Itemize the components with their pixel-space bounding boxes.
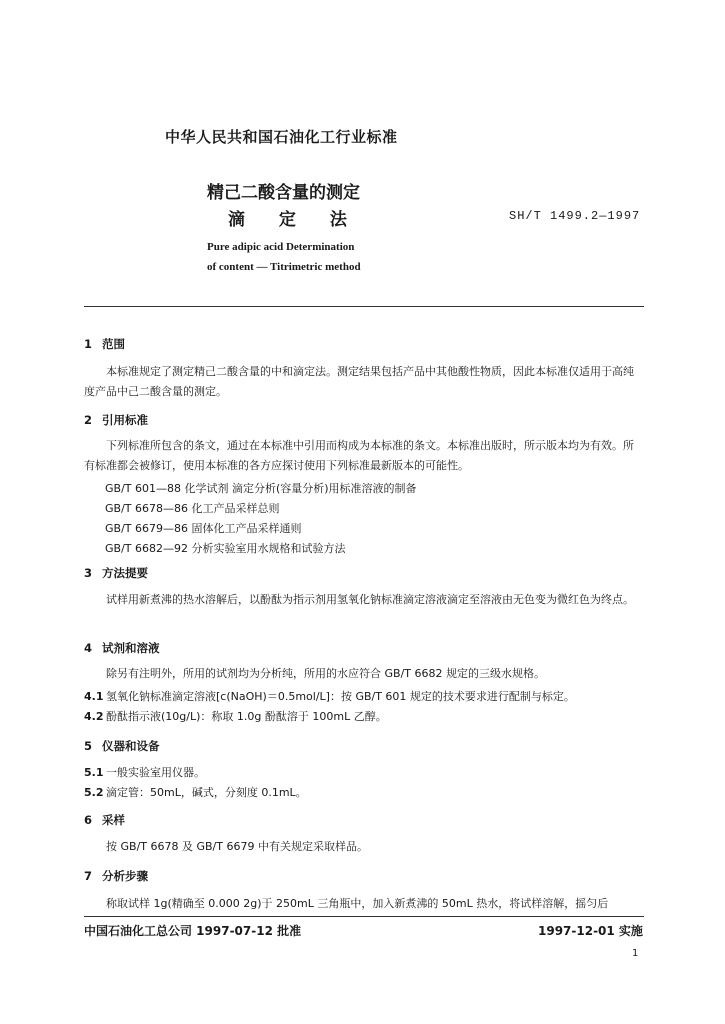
title-english-line2: of content — Titrimetric method <box>207 261 361 273</box>
section-2-heading: 2 引用标准 <box>84 413 148 427</box>
section-1-heading: 1 范围 <box>84 337 125 351</box>
section-4-heading: 4 试剂和溶液 <box>84 641 160 655</box>
header-divider <box>84 306 644 307</box>
section-7-heading: 7 分析步骤 <box>84 869 148 883</box>
issuing-body: 中华人民共和国石油化工行业标准 <box>165 128 398 146</box>
clause-5-1: 5.1 一般实验室用仪器。 <box>84 766 205 779</box>
clause-4-2: 4.2 酚酞指示液(10g/L)：称取 1.0g 酚酞溶于 100mL 乙醇。 <box>84 710 387 723</box>
reference-item: GB/T 6679—86 固体化工产品采样通则 <box>105 522 302 535</box>
reference-item: GB/T 6678—86 化工产品采样总则 <box>105 502 280 515</box>
reference-item: GB/T 601—88 化学试剂 滴定分析(容量分析)用标准溶液的制备 <box>105 482 417 495</box>
footer-divider <box>84 916 644 917</box>
section-6-text: 按 GB/T 6678 及 GB/T 6679 中有关规定采取样品。 <box>106 840 368 853</box>
clause-4-1: 4.1 氢氧化钠标准滴定溶液[c(NaOH)＝0.5mol/L]：按 GB/T 601 规定的技术要求进行配制与标定。 <box>84 690 575 703</box>
clause-5-2: 5.2 滴定管：50mL，碱式，分刻度 0.1mL。 <box>84 786 307 799</box>
section-3-heading: 3 方法提要 <box>84 566 148 580</box>
section-2-text: 下列标准所包含的条文，通过在本标准中引用而构成为本标准的条文。本标准出版时，所示版本均为有效。所有标准都会被修订，使用本标准的各方应探讨使用下列标准最新版本的可能性。 <box>84 439 634 472</box>
reference-item: GB/T 6682—92 分析实验室用水规格和试验方法 <box>105 542 346 555</box>
section-5-heading: 5 仪器和设备 <box>84 739 160 753</box>
title-english-line1: Pure adipic acid Determination <box>207 241 355 253</box>
approval-line: 中国石油化工总公司 1997-07-12 批准 <box>84 924 302 938</box>
section-6-heading: 6 采样 <box>84 813 125 827</box>
section-3-text: 试样用新煮沸的热水溶解后，以酚酞为指示剂用氢氧化钠标准滴定溶液滴定至溶液由无色变为微红色为终点。 <box>106 593 634 606</box>
effective-date: 1997-12-01 实施 <box>538 924 643 938</box>
section-7-text: 称取试样 1g(精确至 0.000 2g)于 250mL 三角瓶中，加入新煮沸的 50mL 热水，将试样溶解，摇匀后 <box>106 897 609 910</box>
page-number: 1 <box>632 948 639 959</box>
standard-code: SH/T 1499.2—1997 <box>509 209 641 223</box>
section-1-text: 本标准规定了测定精己二酸含量的中和滴定法。测定结果包括产品中其他酸性物质，因此本标准仅适用于高纯度产品中己二酸含量的测定。 <box>84 365 634 398</box>
section-4-text: 除另有注明外，所用的试剂均为分析纯，所用的水应符合 GB/T 6682 规定的三级水规格。 <box>106 667 545 680</box>
title-method: 滴 定 法 <box>228 210 347 230</box>
title-chinese: 精己二酸含量的测定 <box>207 183 360 203</box>
